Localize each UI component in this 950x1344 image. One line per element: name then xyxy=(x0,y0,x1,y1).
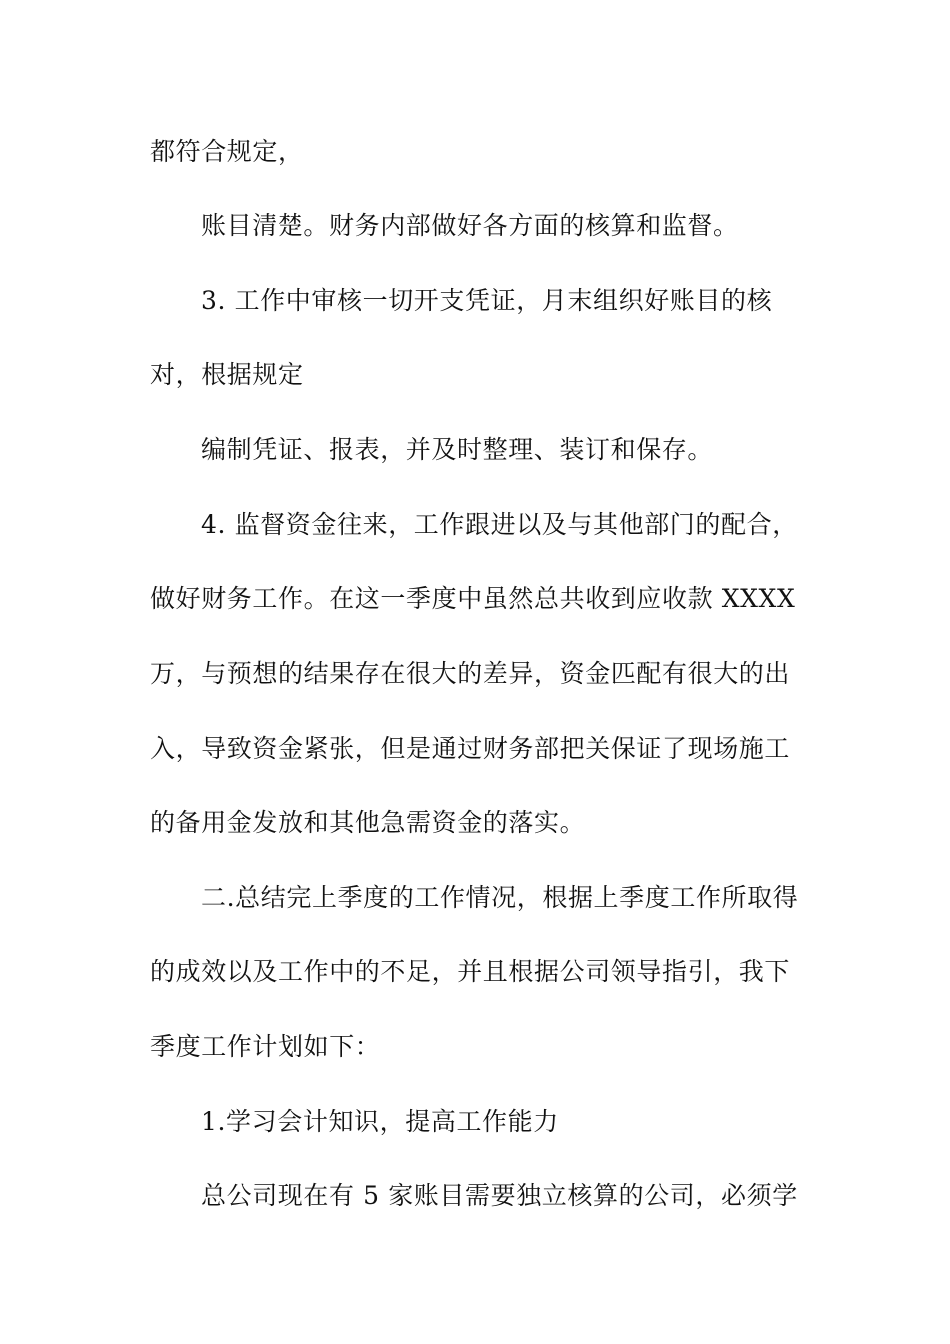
text-line: 的备用金发放和其他急需资金的落实。 xyxy=(150,808,586,837)
text-line: 入，导致资金紧张，但是通过财务部把关保证了现场施工 xyxy=(150,734,791,763)
text-line: 都符合规定， xyxy=(150,137,304,166)
text-line: 的成效以及工作中的不足，并且根据公司领导指引，我下 xyxy=(150,957,791,986)
text-line: 做好财务工作。在这一季度中虽然总共收到应收款 XXXX xyxy=(150,584,796,613)
text-line: 总公司现在有 5 家账目需要独立核算的公司，必须学 xyxy=(201,1181,798,1210)
text-line: 编制凭证、报表，并及时整理、装订和保存。 xyxy=(201,435,714,464)
text-line: 二.总结完上季度的工作情况，根据上季度工作所取得 xyxy=(201,883,799,912)
text-line: 对，根据规定 xyxy=(150,360,304,389)
text-line: 4. 监督资金往来，工作跟进以及与其他部门的配合， xyxy=(201,510,798,539)
text-line: 季度工作计划如下： xyxy=(150,1032,381,1061)
text-line: 1.学习会计知识，提高工作能力 xyxy=(201,1107,559,1136)
text-line: 3. 工作中审核一切开支凭证，月末组织好账目的核 xyxy=(201,286,773,315)
text-line: 账目清楚。财务内部做好各方面的核算和监督。 xyxy=(201,211,739,240)
text-line: 万，与预想的结果存在很大的差异，资金匹配有很大的出 xyxy=(150,659,791,688)
